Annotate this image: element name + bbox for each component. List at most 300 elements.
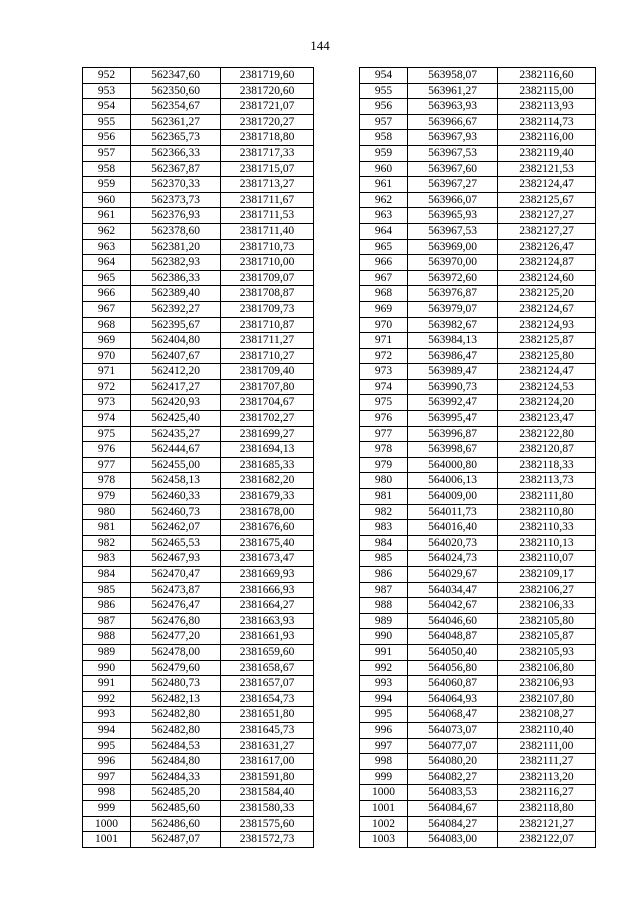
left-y-coordinate-cell: 2381659,60 (221, 644, 314, 660)
right-y-coordinate-cell: 2382113,93 (498, 99, 596, 115)
right-y-coordinate-cell: 2382116,60 (498, 68, 596, 84)
left-x-coordinate-cell: 562370,33 (131, 177, 221, 193)
right-point-number-cell: 971 (360, 333, 408, 349)
right-point-number-cell: 967 (360, 270, 408, 286)
table-row (83, 301, 596, 317)
left-x-coordinate-cell: 562482,80 (131, 707, 221, 723)
left-point-number-cell: 965 (83, 270, 131, 286)
right-x-coordinate-cell: 564084,27 (408, 816, 498, 832)
right-point-number-cell: 978 (360, 442, 408, 458)
table-row (83, 161, 596, 177)
left-x-coordinate-cell: 562487,07 (131, 832, 221, 848)
column-gap (314, 457, 360, 473)
right-point-number-cell: 983 (360, 520, 408, 536)
right-x-coordinate-cell: 564048,87 (408, 629, 498, 645)
table-row (83, 255, 596, 271)
left-x-coordinate-cell: 562395,67 (131, 317, 221, 333)
left-y-coordinate-cell: 2381678,00 (221, 504, 314, 520)
right-x-coordinate-cell: 564016,40 (408, 520, 498, 536)
table-row (83, 551, 596, 567)
right-y-coordinate-cell: 2382115,00 (498, 83, 596, 99)
table-row (83, 145, 596, 161)
column-gap (314, 489, 360, 505)
right-point-number-cell: 985 (360, 551, 408, 567)
right-y-coordinate-cell: 2382125,80 (498, 348, 596, 364)
right-x-coordinate-cell: 564073,07 (408, 722, 498, 738)
right-y-coordinate-cell: 2382106,27 (498, 582, 596, 598)
left-y-coordinate-cell: 2381666,93 (221, 582, 314, 598)
left-x-coordinate-cell: 562354,67 (131, 99, 221, 115)
left-point-number-cell: 977 (83, 457, 131, 473)
left-point-number-cell: 991 (83, 676, 131, 692)
right-point-number-cell: 982 (360, 504, 408, 520)
column-gap (314, 177, 360, 193)
page-number: 144 (310, 38, 330, 53)
right-y-coordinate-cell: 2382110,07 (498, 551, 596, 567)
column-gap (314, 769, 360, 785)
left-point-number-cell: 984 (83, 567, 131, 583)
left-x-coordinate-cell: 562361,27 (131, 114, 221, 130)
right-point-number-cell: 969 (360, 301, 408, 317)
left-x-coordinate-cell: 562378,60 (131, 223, 221, 239)
left-y-coordinate-cell: 2381572,73 (221, 832, 314, 848)
left-y-coordinate-cell: 2381658,67 (221, 660, 314, 676)
left-x-coordinate-cell: 562376,93 (131, 208, 221, 224)
left-y-coordinate-cell: 2381679,33 (221, 489, 314, 505)
column-gap (314, 270, 360, 286)
right-point-number-cell: 980 (360, 473, 408, 489)
left-point-number-cell: 974 (83, 411, 131, 427)
right-y-coordinate-cell: 2382125,20 (498, 286, 596, 302)
right-x-coordinate-cell: 563990,73 (408, 379, 498, 395)
right-point-number-cell: 981 (360, 489, 408, 505)
right-x-coordinate-cell: 564077,07 (408, 738, 498, 754)
left-point-number-cell: 987 (83, 613, 131, 629)
left-y-coordinate-cell: 2381702,27 (221, 411, 314, 427)
left-x-coordinate-cell: 562485,20 (131, 785, 221, 801)
right-y-coordinate-cell: 2382127,27 (498, 208, 596, 224)
left-x-coordinate-cell: 562425,40 (131, 411, 221, 427)
left-point-number-cell: 956 (83, 130, 131, 146)
table-row (83, 473, 596, 489)
left-y-coordinate-cell: 2381720,60 (221, 83, 314, 99)
left-point-number-cell: 978 (83, 473, 131, 489)
right-point-number-cell: 979 (360, 457, 408, 473)
right-y-coordinate-cell: 2382124,60 (498, 270, 596, 286)
column-gap (314, 364, 360, 380)
right-y-coordinate-cell: 2382111,00 (498, 738, 596, 754)
right-x-coordinate-cell: 564020,73 (408, 535, 498, 551)
left-point-number-cell: 958 (83, 161, 131, 177)
left-point-number-cell: 954 (83, 99, 131, 115)
left-x-coordinate-cell: 562435,27 (131, 426, 221, 442)
right-point-number-cell: 972 (360, 348, 408, 364)
right-x-coordinate-cell: 564060,87 (408, 676, 498, 692)
column-gap (314, 520, 360, 536)
column-gap (314, 629, 360, 645)
table-row (83, 676, 596, 692)
column-gap (314, 239, 360, 255)
left-y-coordinate-cell: 2381661,93 (221, 629, 314, 645)
right-point-number-cell: 994 (360, 691, 408, 707)
column-gap (314, 99, 360, 115)
table-row (83, 192, 596, 208)
table-row (83, 223, 596, 239)
left-x-coordinate-cell: 562455,00 (131, 457, 221, 473)
left-y-coordinate-cell: 2381721,07 (221, 99, 314, 115)
right-y-coordinate-cell: 2382109,17 (498, 567, 596, 583)
right-point-number-cell: 956 (360, 99, 408, 115)
table-row (83, 567, 596, 583)
right-y-coordinate-cell: 2382105,80 (498, 613, 596, 629)
left-point-number-cell: 961 (83, 208, 131, 224)
right-x-coordinate-cell: 564056,80 (408, 660, 498, 676)
right-point-number-cell: 986 (360, 567, 408, 583)
left-point-number-cell: 964 (83, 255, 131, 271)
right-point-number-cell: 966 (360, 255, 408, 271)
table-row (83, 598, 596, 614)
column-gap (314, 145, 360, 161)
right-x-coordinate-cell: 564029,67 (408, 567, 498, 583)
left-y-coordinate-cell: 2381708,87 (221, 286, 314, 302)
table-row (83, 800, 596, 816)
left-y-coordinate-cell: 2381669,93 (221, 567, 314, 583)
left-y-coordinate-cell: 2381710,73 (221, 239, 314, 255)
column-gap (314, 68, 360, 84)
table-row (83, 520, 596, 536)
left-x-coordinate-cell: 562392,27 (131, 301, 221, 317)
right-x-coordinate-cell: 564011,73 (408, 504, 498, 520)
left-x-coordinate-cell: 562482,80 (131, 722, 221, 738)
left-x-coordinate-cell: 562484,80 (131, 754, 221, 770)
right-point-number-cell: 995 (360, 707, 408, 723)
column-gap (314, 348, 360, 364)
column-gap (314, 644, 360, 660)
table-row (83, 442, 596, 458)
left-point-number-cell: 963 (83, 239, 131, 255)
right-point-number-cell: 977 (360, 426, 408, 442)
right-x-coordinate-cell: 563995,47 (408, 411, 498, 427)
table-row (83, 535, 596, 551)
left-x-coordinate-cell: 562485,60 (131, 800, 221, 816)
table-row (83, 348, 596, 364)
table-row (83, 177, 596, 193)
right-y-coordinate-cell: 2382111,27 (498, 754, 596, 770)
right-y-coordinate-cell: 2382122,07 (498, 832, 596, 848)
right-point-number-cell: 975 (360, 395, 408, 411)
right-y-coordinate-cell: 2382111,80 (498, 489, 596, 505)
table-row (83, 379, 596, 395)
right-point-number-cell: 991 (360, 644, 408, 660)
right-point-number-cell: 954 (360, 68, 408, 84)
column-gap (314, 754, 360, 770)
table-row (83, 317, 596, 333)
left-y-coordinate-cell: 2381694,13 (221, 442, 314, 458)
left-x-coordinate-cell: 562476,80 (131, 613, 221, 629)
right-x-coordinate-cell: 563967,53 (408, 145, 498, 161)
table-row (83, 270, 596, 286)
right-point-number-cell: 996 (360, 722, 408, 738)
left-point-number-cell: 972 (83, 379, 131, 395)
table-row (83, 613, 596, 629)
right-y-coordinate-cell: 2382118,33 (498, 457, 596, 473)
column-gap (314, 676, 360, 692)
left-point-number-cell: 955 (83, 114, 131, 130)
left-y-coordinate-cell: 2381699,27 (221, 426, 314, 442)
left-y-coordinate-cell: 2381713,27 (221, 177, 314, 193)
table-row (83, 99, 596, 115)
column-gap (314, 442, 360, 458)
left-y-coordinate-cell: 2381704,67 (221, 395, 314, 411)
left-y-coordinate-cell: 2381575,60 (221, 816, 314, 832)
left-point-number-cell: 971 (83, 364, 131, 380)
right-x-coordinate-cell: 563963,93 (408, 99, 498, 115)
right-x-coordinate-cell: 564082,27 (408, 769, 498, 785)
left-point-number-cell: 1000 (83, 816, 131, 832)
column-gap (314, 660, 360, 676)
table-row (83, 832, 596, 848)
right-point-number-cell: 962 (360, 192, 408, 208)
left-x-coordinate-cell: 562478,00 (131, 644, 221, 660)
left-y-coordinate-cell: 2381676,60 (221, 520, 314, 536)
right-y-coordinate-cell: 2382106,33 (498, 598, 596, 614)
column-gap (314, 504, 360, 520)
right-y-coordinate-cell: 2382125,87 (498, 333, 596, 349)
left-y-coordinate-cell: 2381711,67 (221, 192, 314, 208)
column-gap (314, 535, 360, 551)
column-gap (314, 551, 360, 567)
right-x-coordinate-cell: 563967,53 (408, 223, 498, 239)
left-point-number-cell: 988 (83, 629, 131, 645)
left-y-coordinate-cell: 2381717,33 (221, 145, 314, 161)
table-row (83, 286, 596, 302)
right-y-coordinate-cell: 2382127,27 (498, 223, 596, 239)
left-point-number-cell: 959 (83, 177, 131, 193)
right-x-coordinate-cell: 564083,00 (408, 832, 498, 848)
left-y-coordinate-cell: 2381657,07 (221, 676, 314, 692)
left-y-coordinate-cell: 2381707,80 (221, 379, 314, 395)
right-y-coordinate-cell: 2382124,53 (498, 379, 596, 395)
left-point-number-cell: 969 (83, 333, 131, 349)
left-x-coordinate-cell: 562473,87 (131, 582, 221, 598)
column-gap (314, 83, 360, 99)
column-gap (314, 473, 360, 489)
right-point-number-cell: 1002 (360, 816, 408, 832)
right-x-coordinate-cell: 563966,07 (408, 192, 498, 208)
column-gap (314, 130, 360, 146)
left-point-number-cell: 962 (83, 223, 131, 239)
left-x-coordinate-cell: 562382,93 (131, 255, 221, 271)
left-point-number-cell: 996 (83, 754, 131, 770)
left-point-number-cell: 995 (83, 738, 131, 754)
left-x-coordinate-cell: 562404,80 (131, 333, 221, 349)
left-y-coordinate-cell: 2381715,07 (221, 161, 314, 177)
column-gap (314, 333, 360, 349)
left-x-coordinate-cell: 562482,13 (131, 691, 221, 707)
left-point-number-cell: 952 (83, 68, 131, 84)
left-y-coordinate-cell: 2381718,80 (221, 130, 314, 146)
right-point-number-cell: 1001 (360, 800, 408, 816)
right-point-number-cell: 955 (360, 83, 408, 99)
right-y-coordinate-cell: 2382105,87 (498, 629, 596, 645)
left-y-coordinate-cell: 2381710,00 (221, 255, 314, 271)
left-y-coordinate-cell: 2381673,47 (221, 551, 314, 567)
right-point-number-cell: 970 (360, 317, 408, 333)
left-y-coordinate-cell: 2381591,80 (221, 769, 314, 785)
table-row (83, 582, 596, 598)
left-point-number-cell: 992 (83, 691, 131, 707)
column-gap (314, 161, 360, 177)
right-y-coordinate-cell: 2382106,80 (498, 660, 596, 676)
left-point-number-cell: 967 (83, 301, 131, 317)
left-x-coordinate-cell: 562479,60 (131, 660, 221, 676)
table-row (83, 691, 596, 707)
column-gap (314, 707, 360, 723)
left-x-coordinate-cell: 562460,33 (131, 489, 221, 505)
left-y-coordinate-cell: 2381709,07 (221, 270, 314, 286)
left-point-number-cell: 980 (83, 504, 131, 520)
table-row (83, 816, 596, 832)
table-row (83, 364, 596, 380)
right-point-number-cell: 989 (360, 613, 408, 629)
right-point-number-cell: 961 (360, 177, 408, 193)
right-x-coordinate-cell: 563967,27 (408, 177, 498, 193)
left-point-number-cell: 966 (83, 286, 131, 302)
left-y-coordinate-cell: 2381664,27 (221, 598, 314, 614)
left-point-number-cell: 986 (83, 598, 131, 614)
column-gap (314, 301, 360, 317)
left-x-coordinate-cell: 562373,73 (131, 192, 221, 208)
right-y-coordinate-cell: 2382110,40 (498, 722, 596, 738)
left-x-coordinate-cell: 562365,73 (131, 130, 221, 146)
left-y-coordinate-cell: 2381645,73 (221, 722, 314, 738)
column-gap (314, 722, 360, 738)
left-x-coordinate-cell: 562420,93 (131, 395, 221, 411)
right-point-number-cell: 997 (360, 738, 408, 754)
left-y-coordinate-cell: 2381711,27 (221, 333, 314, 349)
left-point-number-cell: 998 (83, 785, 131, 801)
left-x-coordinate-cell: 562484,33 (131, 769, 221, 785)
right-y-coordinate-cell: 2382105,93 (498, 644, 596, 660)
right-x-coordinate-cell: 563984,13 (408, 333, 498, 349)
left-y-coordinate-cell: 2381709,73 (221, 301, 314, 317)
left-point-number-cell: 975 (83, 426, 131, 442)
table-row (83, 738, 596, 754)
right-y-coordinate-cell: 2382121,53 (498, 161, 596, 177)
column-gap (314, 832, 360, 848)
table-row (83, 489, 596, 505)
right-x-coordinate-cell: 563992,47 (408, 395, 498, 411)
column-gap (314, 286, 360, 302)
right-y-coordinate-cell: 2382124,87 (498, 255, 596, 271)
left-x-coordinate-cell: 562470,47 (131, 567, 221, 583)
left-y-coordinate-cell: 2381711,40 (221, 223, 314, 239)
left-y-coordinate-cell: 2381685,33 (221, 457, 314, 473)
right-x-coordinate-cell: 564042,67 (408, 598, 498, 614)
left-x-coordinate-cell: 562484,53 (131, 738, 221, 754)
left-x-coordinate-cell: 562381,20 (131, 239, 221, 255)
left-point-number-cell: 999 (83, 800, 131, 816)
left-point-number-cell: 985 (83, 582, 131, 598)
left-y-coordinate-cell: 2381675,40 (221, 535, 314, 551)
column-gap (314, 395, 360, 411)
left-x-coordinate-cell: 562407,67 (131, 348, 221, 364)
left-x-coordinate-cell: 562460,73 (131, 504, 221, 520)
right-point-number-cell: 957 (360, 114, 408, 130)
table-row (83, 426, 596, 442)
left-point-number-cell: 993 (83, 707, 131, 723)
table-row (83, 504, 596, 520)
right-x-coordinate-cell: 563972,60 (408, 270, 498, 286)
right-point-number-cell: 973 (360, 364, 408, 380)
table-row (83, 239, 596, 255)
right-x-coordinate-cell: 563996,87 (408, 426, 498, 442)
left-x-coordinate-cell: 562477,20 (131, 629, 221, 645)
left-x-coordinate-cell: 562467,93 (131, 551, 221, 567)
column-gap (314, 800, 360, 816)
right-y-coordinate-cell: 2382106,93 (498, 676, 596, 692)
right-y-coordinate-cell: 2382107,80 (498, 691, 596, 707)
right-point-number-cell: 960 (360, 161, 408, 177)
left-y-coordinate-cell: 2381710,87 (221, 317, 314, 333)
column-gap (314, 379, 360, 395)
column-gap (314, 598, 360, 614)
table-row (83, 411, 596, 427)
right-y-coordinate-cell: 2382114,73 (498, 114, 596, 130)
right-point-number-cell: 958 (360, 130, 408, 146)
left-point-number-cell: 973 (83, 395, 131, 411)
left-x-coordinate-cell: 562389,40 (131, 286, 221, 302)
right-point-number-cell: 987 (360, 582, 408, 598)
right-point-number-cell: 984 (360, 535, 408, 551)
table-row (83, 208, 596, 224)
right-y-coordinate-cell: 2382108,27 (498, 707, 596, 723)
table-row (83, 660, 596, 676)
right-y-coordinate-cell: 2382110,80 (498, 504, 596, 520)
right-x-coordinate-cell: 563979,07 (408, 301, 498, 317)
left-point-number-cell: 968 (83, 317, 131, 333)
right-point-number-cell: 993 (360, 676, 408, 692)
left-point-number-cell: 990 (83, 660, 131, 676)
left-x-coordinate-cell: 562386,33 (131, 270, 221, 286)
left-y-coordinate-cell: 2381710,27 (221, 348, 314, 364)
column-gap (314, 691, 360, 707)
left-x-coordinate-cell: 562350,60 (131, 83, 221, 99)
column-gap (314, 582, 360, 598)
right-point-number-cell: 959 (360, 145, 408, 161)
right-y-coordinate-cell: 2382124,20 (498, 395, 596, 411)
left-point-number-cell: 994 (83, 722, 131, 738)
left-x-coordinate-cell: 562465,53 (131, 535, 221, 551)
left-y-coordinate-cell: 2381651,80 (221, 707, 314, 723)
right-point-number-cell: 999 (360, 769, 408, 785)
table-row (83, 457, 596, 473)
right-x-coordinate-cell: 564068,47 (408, 707, 498, 723)
left-y-coordinate-cell: 2381580,33 (221, 800, 314, 816)
right-point-number-cell: 963 (360, 208, 408, 224)
right-y-coordinate-cell: 2382124,67 (498, 301, 596, 317)
left-point-number-cell: 976 (83, 442, 131, 458)
left-y-coordinate-cell: 2381720,27 (221, 114, 314, 130)
left-point-number-cell: 970 (83, 348, 131, 364)
column-gap (314, 192, 360, 208)
left-x-coordinate-cell: 562476,47 (131, 598, 221, 614)
table-row (83, 629, 596, 645)
column-gap (314, 114, 360, 130)
left-y-coordinate-cell: 2381682,20 (221, 473, 314, 489)
right-y-coordinate-cell: 2382110,33 (498, 520, 596, 536)
right-x-coordinate-cell: 563986,47 (408, 348, 498, 364)
